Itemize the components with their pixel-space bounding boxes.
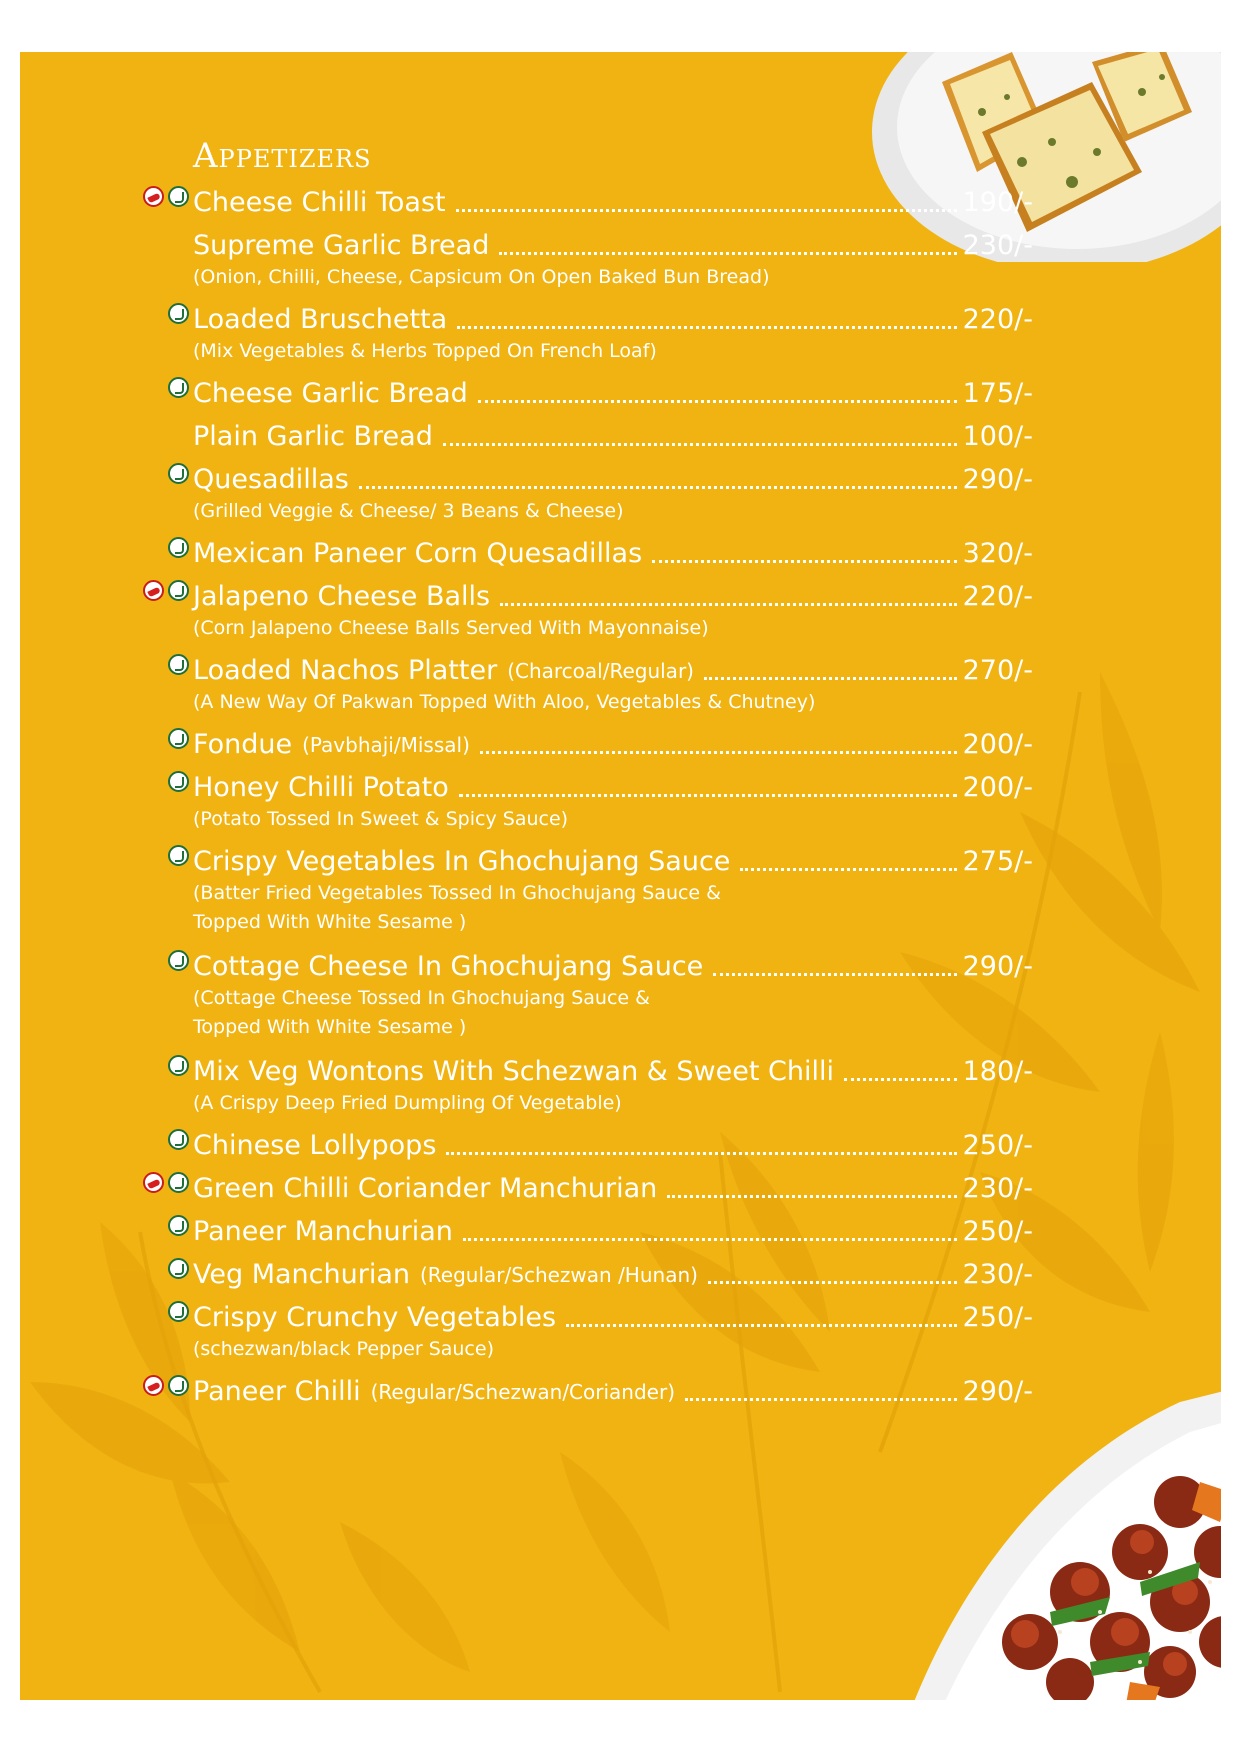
- chilli-icon: [143, 1375, 164, 1396]
- menu-item-name: Honey Chilli Potato: [193, 772, 449, 803]
- dotted-leader: [459, 794, 957, 797]
- menu-item-badges: [133, 757, 189, 805]
- menu-item-line: [193, 714, 1033, 762]
- chilli-icon: [143, 186, 164, 207]
- dotted-leader: [704, 677, 957, 680]
- menu-item-description: (Potato Tossed In Sweet & Spicy Sauce): [193, 808, 569, 830]
- menu-item-price: 100/-: [962, 421, 1033, 452]
- menu-item-price: 200/-: [962, 772, 1033, 803]
- menu-item-line: [193, 172, 1033, 220]
- menu-item-name: Jalapeno Cheese Balls: [193, 581, 491, 612]
- dotted-leader: [685, 1398, 957, 1401]
- menu-item-line: [193, 1158, 1033, 1206]
- chilli-icon: [143, 1172, 164, 1193]
- menu-item-name: Crispy Crunchy Vegetables: [193, 1302, 557, 1333]
- dotted-leader: [844, 1078, 957, 1081]
- menu-item-name: Fondue: [193, 729, 293, 760]
- menu-item-price: 220/-: [962, 581, 1033, 612]
- menu-item-badges: [133, 714, 189, 762]
- menu-item-badges: [133, 1361, 189, 1409]
- jain-veg-icon: [168, 728, 189, 749]
- jain-veg-icon: [168, 1172, 189, 1193]
- menu-item-price: 290/-: [962, 1376, 1033, 1407]
- menu-item-name: Cheese Chilli Toast: [193, 187, 446, 218]
- menu-item-description: (A Crispy Deep Fried Dumpling Of Vegetable): [193, 1092, 622, 1114]
- dotted-leader: [652, 560, 956, 563]
- menu-item-price: 180/-: [962, 1056, 1033, 1087]
- menu-item-price: 290/-: [962, 464, 1033, 495]
- menu-item-badges: [133, 449, 189, 497]
- menu-item-price: 320/-: [962, 538, 1033, 569]
- menu-item-name: Quesadillas: [193, 464, 349, 495]
- menu-item-name: Paneer Manchurian: [193, 1216, 453, 1247]
- menu-item-description: (Grilled Veggie & Cheese/ 3 Beans & Cheese): [193, 500, 624, 522]
- dotted-leader: [457, 326, 956, 329]
- menu-item-description: (Mix Vegetables & Herbs Topped On French Loaf): [193, 340, 657, 362]
- menu-item-badges: [133, 406, 189, 454]
- menu-item-badges: [133, 523, 189, 571]
- menu-item-badges: [133, 1201, 189, 1249]
- dotted-leader: [708, 1281, 957, 1284]
- menu-item-price: 190/-: [962, 187, 1033, 218]
- menu-item-badges: [133, 640, 189, 688]
- jain-veg-icon: [168, 1129, 189, 1150]
- menu-item-name: Mix Veg Wontons With Schezwan & Sweet Chilli: [193, 1056, 834, 1087]
- menu-item-name: Plain Garlic Bread: [193, 421, 433, 452]
- menu-item-line: [193, 831, 1033, 879]
- dotted-leader: [499, 252, 956, 255]
- menu-item-name: Veg Manchurian: [193, 1259, 410, 1290]
- menu-item-name: Cheese Garlic Bread: [193, 378, 468, 409]
- chilli-icon: [143, 580, 164, 601]
- section-title: Appetizers: [193, 136, 372, 176]
- jain-veg-icon: [168, 950, 189, 971]
- menu-item-badges: [133, 289, 189, 337]
- menu-item-price: 275/-: [962, 846, 1033, 877]
- menu-item-price: 230/-: [962, 230, 1033, 261]
- jain-veg-icon: [168, 580, 189, 601]
- menu-item-badges: [133, 363, 189, 411]
- menu-item-options: (Pavbhaji/Missal): [302, 733, 470, 757]
- dotted-leader: [463, 1238, 957, 1241]
- menu-item-price: 270/-: [962, 655, 1033, 686]
- menu-item-price: 175/-: [962, 378, 1033, 409]
- dotted-leader: [456, 209, 957, 212]
- jain-veg-icon: [168, 303, 189, 324]
- menu-item-price: 220/-: [962, 304, 1033, 335]
- menu-item-line: [193, 566, 1033, 614]
- dotted-leader: [500, 603, 957, 606]
- dotted-leader: [713, 973, 956, 976]
- jain-veg-icon: [168, 186, 189, 207]
- menu-item-description: Topped With White Sesame ): [193, 911, 467, 933]
- dotted-leader: [667, 1195, 956, 1198]
- menu-item-price: 250/-: [962, 1302, 1033, 1333]
- jain-veg-icon: [168, 463, 189, 484]
- dotted-leader: [443, 443, 957, 446]
- menu-item-name: Chinese Lollypops: [193, 1130, 437, 1161]
- jain-veg-icon: [168, 1055, 189, 1076]
- menu-item-price: 250/-: [962, 1216, 1033, 1247]
- menu-item-badges: [133, 1287, 189, 1335]
- menu-item-name: Supreme Garlic Bread: [193, 230, 490, 261]
- menu-item-badges: [133, 831, 189, 879]
- menu-item-line: [193, 1041, 1033, 1089]
- menu-item-line: [193, 449, 1033, 497]
- jain-veg-icon: [168, 1215, 189, 1236]
- menu-item-name: Mexican Paneer Corn Quesadillas: [193, 538, 643, 569]
- menu-item-options: (Regular/Schezwan /Hunan): [420, 1263, 698, 1287]
- jain-veg-icon: [168, 1375, 189, 1396]
- menu-item-line: [193, 1115, 1033, 1163]
- menu-item-description: (Corn Jalapeno Cheese Balls Served With Mayonnaise): [193, 617, 709, 639]
- menu-item-price: 290/-: [962, 951, 1033, 982]
- menu-item-description: (Batter Fried Vegetables Tossed In Ghochujang Sauce &: [193, 882, 721, 904]
- menu-item-badges: [133, 566, 189, 614]
- menu-item-badges: [133, 172, 189, 220]
- jain-veg-icon: [168, 654, 189, 675]
- menu-item-options: (Charcoal/Regular): [507, 659, 694, 683]
- menu-item-line: [193, 1201, 1033, 1249]
- menu-items-list: [20, 52, 1221, 1700]
- jain-veg-icon: [168, 845, 189, 866]
- jain-veg-icon: [168, 537, 189, 558]
- dotted-leader: [359, 486, 957, 489]
- dotted-leader: [480, 751, 957, 754]
- menu-item-line: [193, 640, 1033, 688]
- menu-item-line: [193, 523, 1033, 571]
- jain-veg-icon: [168, 1301, 189, 1322]
- dotted-leader: [740, 868, 956, 871]
- menu-item-price: 250/-: [962, 1130, 1033, 1161]
- menu-item-badges: [133, 1158, 189, 1206]
- menu-item-badges: [133, 936, 189, 984]
- menu-item-name: Green Chilli Coriander Manchurian: [193, 1173, 658, 1204]
- menu-item-description: (Cottage Cheese Tossed In Ghochujang Sauce &: [193, 987, 650, 1009]
- menu-item-line: [193, 1244, 1033, 1292]
- menu-item-line: [193, 1287, 1033, 1335]
- menu-item-badges: [133, 1115, 189, 1163]
- dotted-leader: [446, 1152, 956, 1155]
- menu-item-line: [193, 936, 1033, 984]
- menu-item-name: Loaded Nachos Platter: [193, 655, 498, 686]
- menu-item-description: (schezwan/black Pepper Sauce): [193, 1338, 494, 1360]
- menu-item-options: (Regular/Schezwan/Coriander): [370, 1380, 675, 1404]
- jain-veg-icon: [168, 1258, 189, 1279]
- menu-item-price: 230/-: [962, 1259, 1033, 1290]
- dotted-leader: [478, 400, 957, 403]
- menu-item-name: Paneer Chilli: [193, 1376, 361, 1407]
- menu-item-badges: [133, 1041, 189, 1089]
- menu-item-line: [193, 363, 1033, 411]
- jain-veg-icon: [168, 377, 189, 398]
- menu-item-name: Cottage Cheese In Ghochujang Sauce: [193, 951, 704, 982]
- menu-item-line: [193, 1361, 1033, 1409]
- menu-item-description: (A New Way Of Pakwan Topped With Aloo, Vegetables & Chutney): [193, 691, 816, 713]
- menu-item-line: [193, 757, 1033, 805]
- menu-item-line: [193, 289, 1033, 337]
- menu-item-description: (Onion, Chilli, Cheese, Capsicum On Open Baked Bun Bread): [193, 266, 770, 288]
- jain-veg-icon: [168, 771, 189, 792]
- menu-item-price: 230/-: [962, 1173, 1033, 1204]
- dotted-leader: [566, 1324, 957, 1327]
- menu-item-badges: [133, 215, 189, 263]
- menu-item-name: Loaded Bruschetta: [193, 304, 448, 335]
- menu-item-name: Crispy Vegetables In Ghochujang Sauce: [193, 846, 731, 877]
- menu-item-price: 200/-: [962, 729, 1033, 760]
- menu-item-line: [193, 215, 1033, 263]
- menu-panel: [20, 52, 1221, 1700]
- menu-item-description: Topped With White Sesame ): [193, 1016, 467, 1038]
- menu-item-badges: [133, 1244, 189, 1292]
- menu-item-line: [193, 406, 1033, 454]
